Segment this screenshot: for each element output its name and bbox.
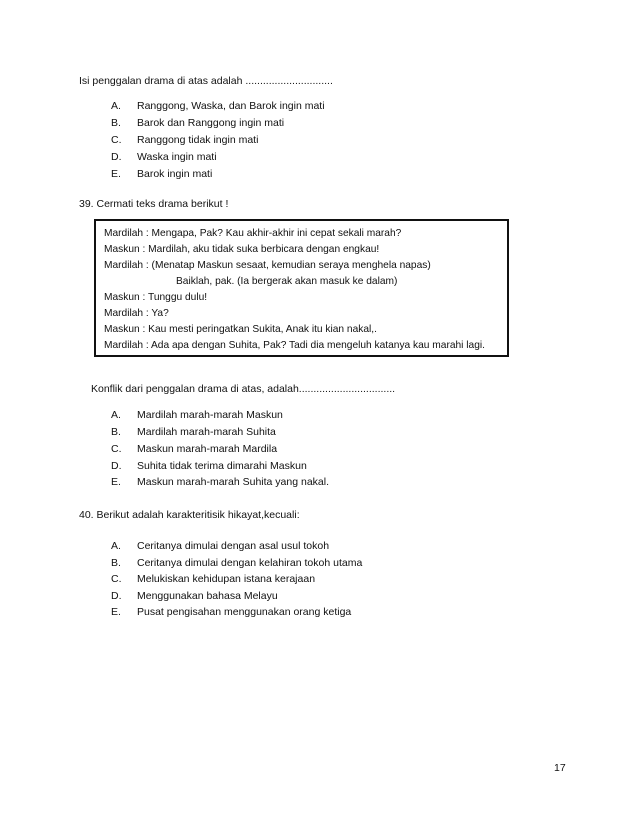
q38-stem: Isi penggalan drama di atas adalah .............................. (79, 75, 333, 87)
drama-dialog-box (94, 219, 509, 357)
q39-question: Konflik dari penggalan drama di atas, adalah................................. (91, 383, 396, 395)
q40-stem: 40. Berikut adalah karakteritisik hikayat,kecuali: (79, 509, 300, 521)
option-text: Barok ingin mati (137, 168, 213, 180)
option-letter: D. (111, 460, 122, 472)
option-letter: E. (111, 476, 121, 488)
option-letter: E. (111, 606, 121, 618)
dialog-line: Maskun : Kau mesti peringatkan Sukita, Anak itu kian nakal,. (104, 324, 377, 335)
option-letter: C. (111, 573, 122, 585)
option-letter: C. (111, 134, 122, 146)
option-text: Ranggong, Waska, dan Barok ingin mati (137, 100, 325, 112)
dialog-line: Mardilah : Ya? (104, 308, 169, 319)
option-letter: D. (111, 590, 122, 602)
option-text: Ceritanya dimulai dengan kelahiran tokoh utama (137, 557, 363, 569)
option-letter: B. (111, 117, 121, 129)
dialog-line: Baiklah, pak. (Ia bergerak akan masuk ke dalam) (176, 276, 398, 287)
option-text: Mardilah marah-marah Maskun (137, 409, 283, 421)
option-letter: B. (111, 426, 121, 438)
dialog-line: Mardilah : (Menatap Maskun sesaat, kemudian seraya menghela napas) (104, 260, 431, 271)
option-letter: A. (111, 540, 121, 552)
option-text: Ceritanya dimulai dengan asal usul tokoh (137, 540, 330, 552)
dialog-line: Maskun : Tunggu dulu! (104, 292, 208, 303)
option-text: Maskun marah-marah Suhita yang nakal. (137, 476, 330, 488)
option-text: Ranggong tidak ingin mati (137, 134, 259, 146)
option-letter: E. (111, 168, 121, 180)
dialog-line: Mardilah : Ada apa dengan Suhita, Pak? Tadi dia mengeluh katanya kau marahi lagi. (104, 340, 485, 351)
option-text: Menggunakan bahasa Melayu (137, 590, 278, 602)
option-letter: A. (111, 409, 121, 421)
option-letter: C. (111, 443, 122, 455)
page-number: 17 (554, 762, 566, 774)
dialog-line: Mardilah : Mengapa, Pak? Kau akhir-akhir ini cepat sekali marah? (104, 228, 402, 239)
option-text: Suhita tidak terima dimarahi Maskun (137, 460, 307, 472)
option-text: Mardilah marah-marah Suhita (137, 426, 276, 438)
option-text: Maskun marah-marah Mardila (137, 443, 278, 455)
option-text: Pusat pengisahan menggunakan orang ketiga (137, 606, 352, 618)
option-text: Waska ingin mati (137, 151, 217, 163)
option-letter: D. (111, 151, 122, 163)
option-text: Melukiskan kehidupan istana kerajaan (137, 573, 316, 585)
dialog-line: Maskun : Mardilah, aku tidak suka berbicara dengan engkau! (104, 244, 380, 255)
q39-stem: 39. Cermati teks drama berikut ! (79, 198, 229, 210)
option-letter: A. (111, 100, 121, 112)
option-text: Barok dan Ranggong ingin mati (137, 117, 285, 129)
option-letter: B. (111, 557, 121, 569)
